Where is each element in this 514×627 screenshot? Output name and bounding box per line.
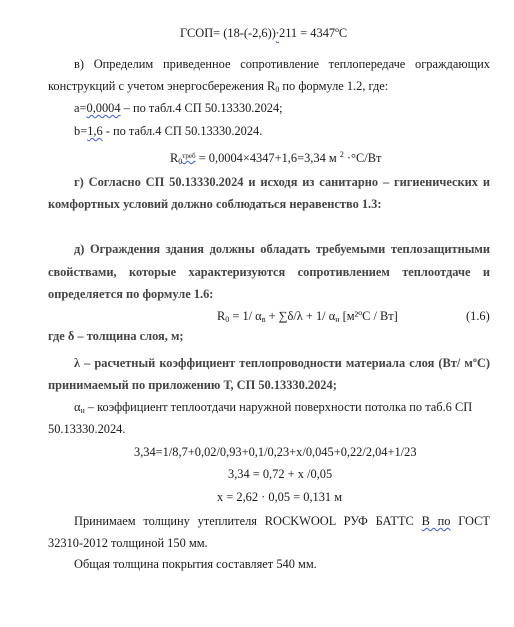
coef-a-label: а= [74,101,87,115]
lambda-text: λ – расчетный коэффициент теплопроводности материала слоя (Вт/ мºС) [74,356,490,370]
calc-line1 [134,445,417,460]
coef-a-line [74,101,283,116]
section-v-line1 [74,57,490,72]
section-d-text3: определяется по формуле 1.6: [48,287,214,301]
gsop-formula [180,26,347,41]
coef-b-line [74,124,262,139]
coef-a-value: 0,0004 [86,101,121,115]
calc-line3 [217,490,342,505]
delta-text: где δ – толщина слоя, м; [48,329,184,343]
section-d-text2: свойствами, которые характеризуются сопротивлением теплоотдаче и [48,265,490,279]
section-g-text: г) Согласно СП 50.13330.2024 и исходя из санитарно – гигиенических и [74,175,490,189]
coef-b-label: b= [74,124,88,138]
calc-text3: х = 2,62 · 0,05 = 0,131 м [217,490,343,504]
section-g-line2 [48,197,381,212]
gsop-text: ГСОП= (18-(-2,6)) [180,26,276,40]
conclusion-gost: ГОСТ [450,514,490,528]
formula-number [466,309,490,324]
section-g-line1 [74,175,490,190]
r-sup: треб [182,152,196,161]
conclusion-text: Принимаем толщину утеплителя ROCKWOOL РУФ БАТТС [74,514,422,528]
calc-line2 [228,467,332,482]
section-d-line1 [74,242,490,257]
r-treb-formula [170,147,381,169]
f16-r: R [217,309,226,323]
f16-mid: = 1/ α [229,309,262,323]
alpha-symbol: α [74,400,81,414]
formula-1-6 [217,309,398,327]
conclusion-line1 [74,514,490,529]
r-symbol: R [170,151,179,166]
r0-sub: 0 [275,85,280,94]
section-v-text2: конструкций с учетом энергосбережения R [48,79,276,93]
total-thickness-text: Общая толщина покрытия составляет 540 мм. [74,557,317,571]
section-d-line2 [48,265,490,280]
alpha-text2: 50.13330.2024. [48,422,126,436]
section-g-text2: комфортных условий должно соблюдаться неравенство 1.3: [48,197,382,211]
delta-definition [48,329,184,344]
coef-b-value: 1,6 [87,124,103,138]
calc-text1: 3,34=1/8,7+0,02/0,93+0,1/0,23+х/0,045+0,22/2,04+1/23 [134,445,417,459]
f16-alpha-in-sub: в [261,315,266,324]
lambda-line1 [74,356,490,371]
alpha-line1 [74,400,472,418]
gsop-result: 211 = 4347ºС [279,26,348,40]
conclusion-line2 [48,536,208,551]
r-sub: 0 [178,157,183,167]
calc-text2: 3,34 = 0,72 + х /0,05 [228,467,333,481]
f16-mid2: + ∑δ/λ + 1/ α [265,309,336,323]
r-unit: ·°С/Вт [343,151,382,166]
coef-a-source: – по табл.4 СП 50.13330.2024; [120,101,283,115]
lambda-line2 [48,378,337,393]
section-d-line3 [48,287,213,302]
alpha-sub: н [80,406,85,415]
section-d-text: д) Ограждения здания должны обладать требуемыми теплозащитными [74,242,490,256]
conclusion-text2: 32310-2012 толщиной 150 мм. [48,536,208,550]
r-equation: = 0,0004×4347+1,6=3,34 м [195,151,340,166]
r-exponent: 2 [339,150,344,159]
f16-units: [м²ºС / Вт] [339,309,398,323]
f16-r-sub: 0 [225,315,230,324]
coef-b-source: - по табл.4 СП 50.13330.2024. [102,124,263,138]
formula-number-text: (1.6) [466,309,490,323]
alpha-text: – коэффициент теплоотдачи наружной поверхности потолка по таб.6 СП [84,400,473,414]
conclusion-squiggle: В по [421,514,451,528]
f16-alpha-out-sub: н [335,315,340,324]
alpha-line2 [48,422,125,437]
gsop-squiggle: ∙ [275,26,279,40]
section-v-text3: по формуле 1.2, где: [279,79,389,93]
total-thickness-line [74,557,317,572]
section-v-text: в) Определим приведенное сопротивление теплопередаче ограждающих [74,57,490,71]
lambda-text2: принимаемый по приложению Т, СП 50.13330.2024; [48,378,337,392]
section-v-line2 [48,79,388,97]
